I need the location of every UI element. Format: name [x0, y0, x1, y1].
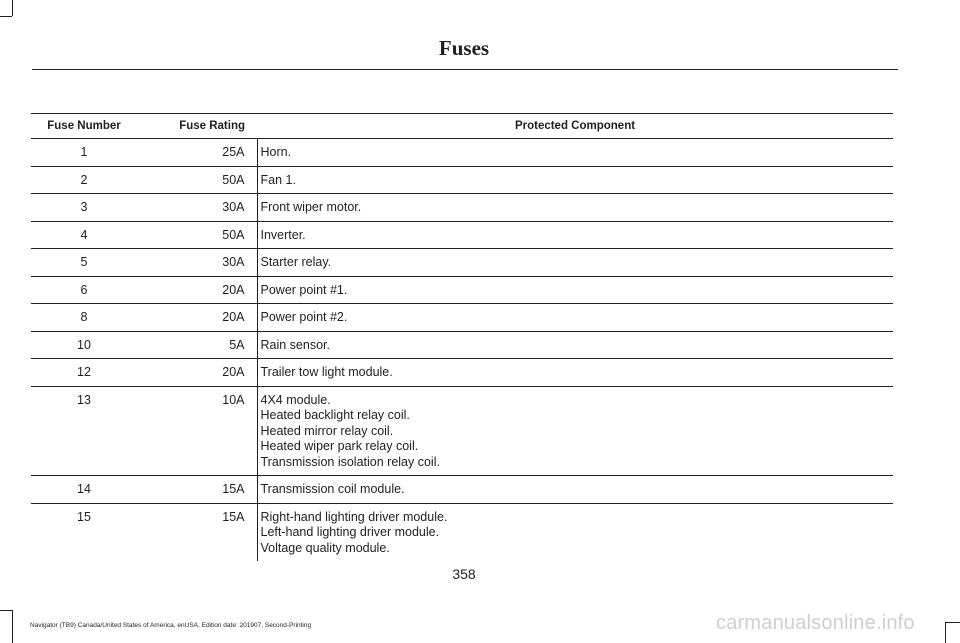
fuse-number-cell: 13	[31, 386, 137, 476]
crop-mark-bottom-right	[945, 622, 946, 643]
page-number: 358	[452, 566, 476, 582]
protected-component-line: Trailer tow light module.	[260, 365, 393, 379]
fuse-rating-cell: 20A	[137, 276, 257, 304]
protected-component-line: Fan 1.	[260, 172, 296, 187]
protected-component-cell	[257, 359, 893, 387]
fuse-rating-cell: 25A	[137, 139, 257, 167]
protected-component-line: Left-hand lighting driver module.	[260, 525, 440, 539]
crop-mark-bottom-left	[12, 610, 13, 643]
protected-component-line: Voltage quality module.	[260, 540, 390, 555]
fuse-number-cell: 3	[31, 194, 137, 222]
table-row	[31, 304, 893, 332]
protected-component-cell	[257, 304, 893, 332]
fuse-rating-cell: 50A	[137, 166, 257, 194]
table-row	[31, 166, 893, 194]
protected-component-cell	[257, 331, 893, 359]
protected-component-line: Transmission isolation relay coil.	[260, 454, 440, 469]
column-header-fuse-number: Fuse Number	[31, 114, 137, 139]
column-header-protected-component: Protected Component	[257, 114, 893, 139]
protected-component-cell	[257, 276, 893, 304]
fuse-rating-cell: 10A	[137, 386, 257, 476]
protected-component-line: Heated backlight relay coil.	[260, 408, 410, 422]
table-header-row	[31, 114, 893, 139]
protected-component-cell	[257, 166, 893, 194]
protected-component-line: Starter relay.	[260, 255, 332, 269]
fuse-rating-cell: 5A	[137, 331, 257, 359]
fuse-number-cell: 10	[31, 331, 137, 359]
fuse-rating-cell: 15A	[137, 476, 257, 504]
fuse-rating-cell: 50A	[137, 221, 257, 249]
page-title: Fuses	[438, 36, 490, 60]
protected-component-line: 4X4 module.	[260, 392, 331, 407]
protected-component-line: Power point #1.	[260, 282, 348, 297]
fuse-rating-cell: 30A	[137, 194, 257, 222]
protected-component-line: Transmission coil module.	[260, 482, 405, 496]
watermark: carmanualsonline.info	[716, 612, 915, 634]
fuse-table	[31, 113, 893, 561]
fuse-number-cell: 2	[31, 166, 137, 194]
fuse-number-cell: 8	[31, 304, 137, 332]
table-row	[31, 276, 893, 304]
table-row	[31, 476, 893, 504]
protected-component-cell	[257, 221, 893, 249]
fuse-number-cell: 12	[31, 359, 137, 387]
protected-component-line: Right-hand lighting driver module.	[260, 509, 448, 524]
fuse-number-cell: 15	[77, 509, 91, 524]
protected-component-line: Rain sensor.	[260, 337, 330, 352]
fuse-rating-cell: 15A	[222, 509, 245, 524]
crop-mark-top-left-h	[0, 16, 12, 17]
fuse-number-cell: 4	[31, 221, 137, 249]
table-row	[31, 386, 893, 476]
table-row	[31, 221, 893, 249]
crop-mark-bottom-right-h	[945, 622, 960, 623]
crop-mark-bottom-left-h	[0, 610, 12, 611]
protected-component-line: Heated wiper park relay coil.	[260, 439, 419, 453]
title-divider	[32, 69, 898, 70]
table-row	[31, 139, 893, 167]
protected-component-cell	[257, 386, 893, 476]
fuse-number-cell: 14	[31, 476, 137, 504]
fuse-rating-cell: 30A	[137, 249, 257, 277]
protected-component-line: Front wiper motor.	[260, 200, 362, 214]
protected-component-line: Horn.	[260, 145, 292, 159]
table-row	[31, 331, 893, 359]
protected-component-cell	[257, 194, 893, 222]
protected-component-cell	[257, 249, 893, 277]
fuse-rating-cell: 20A	[137, 359, 257, 387]
protected-component-cell	[257, 139, 893, 167]
table-row	[31, 359, 893, 387]
crop-mark-top-left	[12, 0, 13, 16]
protected-component-cell	[257, 503, 893, 561]
protected-component-line: Inverter.	[260, 227, 306, 242]
edition-footer: Navigator (TB9) Canada/United States of America, enUSA, Edition date: 201907, Second-Printing	[30, 622, 312, 629]
fuse-number-cell: 1	[31, 139, 137, 167]
fuse-number-cell: 6	[31, 276, 137, 304]
fuse-rating-cell: 20A	[137, 304, 257, 332]
table-row	[31, 194, 893, 222]
protected-component-line: Power point #2.	[260, 310, 348, 324]
fuse-number-cell: 5	[31, 249, 137, 277]
column-header-fuse-rating: Fuse Rating	[137, 114, 257, 139]
table-row	[31, 249, 893, 277]
table-row	[31, 503, 893, 561]
table-body	[31, 139, 893, 562]
protected-component-line: Heated mirror relay coil.	[260, 423, 394, 438]
protected-component-cell	[257, 476, 893, 504]
